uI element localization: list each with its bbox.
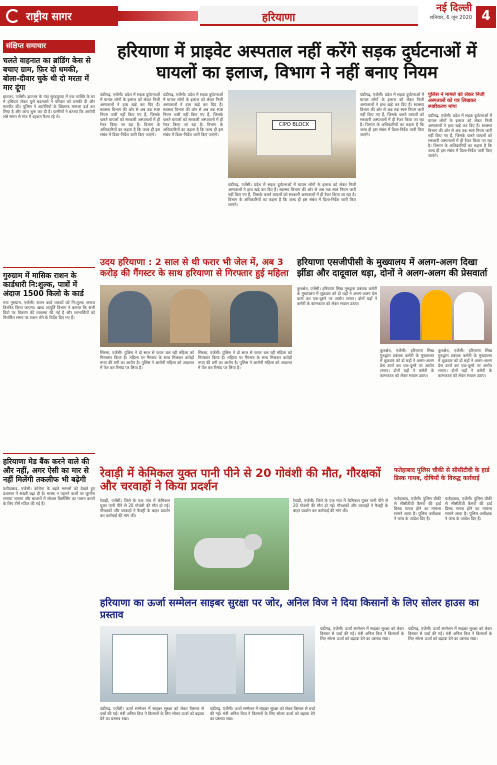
story6-text-col-2: चंडीगढ़, एजेंसी। ऊर्जा सम्मेलन में साइबर सुरक्षा को लेकर विस्तार से चर्चा की गई। मंत्री अनिल विज ने किसानों के लिए सोलर ऊर्जा को बढ़ावा देने का प्रस्ताव रखा। [408, 626, 492, 641]
brief-text-1: झज्जर, एजेंसी। झज्जर के गांव सुरहपुरवा में एक व्यक्ति के घर में हथियार लेकर घुसे बदमाशों ने परिवार को धमकी दी और मारपीट की। पुलिस ने आरोपियों के खिलाफ मामला दर्ज कर लिया है और जांच शुरू कर दी है। ग्रामीणों ने बताया कि आरोपी लंबे समय से गांव में दहशत फैला रहे थे। [3, 94, 95, 119]
energy-meet-photo [100, 626, 315, 702]
lead-text-col-3: चंडीगढ़, एजेंसी। प्रदेश में सड़क दुर्घटनाओं में घायल लोगों के इलाज को लेकर निजी अस्पतालों ने हाथ खड़े कर दिए हैं। स्वास्थ्य विभाग की ओर से अब तक स्पष्ट नियम जारी नहीं किए गए हैं, जिसके चलते घायलों को सरकारी अस्पतालों में ही रेफर किया जा रहा है। विभाग के अधिकारियों का कहना है कि जल्द ही इस संबंध में दिशा-निर्देश जारी किए जाएंगे। [228, 182, 356, 207]
story4-text-col-1: रेवाड़ी, एजेंसी। जिले के एक गांव में केमिकल युक्त पानी पीने से 20 गोवंशी की मौत हो गई। गौरक्षकों और चरवाहों ने फैक्ट्री के बाहर प्रदर्शन कर कार्रवाई की मांग की। [100, 498, 170, 518]
story2-text-col-1: सिरसा, एजेंसी। पुलिस ने दो साल से फरार चल रही महिला को गिरफ्तार किया है। महिला पर गैंगस्टर के साथ मिलकर करोड़ों रुपए की ठगी का आरोप है। पुलिस ने आरोपी महिला को अदालत में पेश कर रिमांड पर लिया है। [100, 350, 194, 370]
story4-text-col-2: रेवाड़ी, एजेंसी। जिले के एक गांव में केमिकल युक्त पानी पीने से 20 गोवंशी की मौत हो गई। गौरक्षकों और चरवाहों ने फैक्ट्री के बाहर प्रदर्शन कर कार्रवाई की मांग की। [293, 498, 388, 513]
divider [3, 453, 95, 454]
lead-headline: हरियाणा में प्राइवेट अस्पताल नहीं करेंगे सड़क दुर्घटनाओं में घायलों का इलाज, विभाग ने नहीं बनाए नियम [117, 42, 477, 83]
lead-subhead: पुलिस ने मामले को लेकर निजी अस्पतालों को पत्र लिखकर स्पष्टीकरण मांगा [428, 92, 485, 110]
section-title: हरियाणा [200, 6, 418, 26]
brand-banner [0, 6, 118, 26]
brief-headline-2: गुरुग्राम में मासिक राशन के कार्डधारी नि:शुल्क, पात्रों में अंदाज 1500 किलो के कार्ड [3, 271, 84, 298]
left-column [3, 40, 95, 762]
story2-headline: उदय हरियाणा : 2 साल से थी फरार भी जेल में, अब 3 करोड़ की गैंगस्टर के साथ हरियाणा से गिरफ्तार हुई महिला [100, 258, 289, 279]
story6-text-col-1: चंडीगढ़, एजेंसी। ऊर्जा सम्मेलन में साइबर सुरक्षा को लेकर विस्तार से चर्चा की गई। मंत्री अनिल विज ने किसानों के लिए सोलर ऊर्जा को बढ़ावा देने का प्रस्ताव रखा। [320, 626, 404, 641]
story3-text-col-3: कुरुक्षेत्र, एजेंसी। हरियाणा सिख गुरुद्वारा प्रबंधक कमेटी के मुख्यालय में शुक्रवार को दो धड़ों ने अलग-अलग प्रेस वार्ता कर एक-दूसरे पर आरोप लगाए। दोनों धड़ों ने कमेटी के कामकाज को लेकर सवाल उठाए। [438, 348, 492, 378]
header-stripe [118, 11, 198, 21]
lead-text-col-5: चंडीगढ़, एजेंसी। प्रदेश में सड़क दुर्घटनाओं में घायल लोगों के इलाज को लेकर निजी अस्पतालों ने हाथ खड़े कर दिए हैं। स्वास्थ्य विभाग की ओर से अब तक स्पष्ट नियम जारी नहीं किए गए हैं, जिसके चलते घायलों को सरकारी अस्पतालों में ही रेफर किया जा रहा है। विभाग के अधिकारियों का कहना है कि जल्द ही इस संबंध में दिशा-निर्देश जारी किए जाएंगे। [428, 113, 492, 158]
hospital-photo [228, 90, 356, 178]
brief-news-bar: संक्षिप्त समाचार [3, 40, 95, 53]
lead-text-col-4: चंडीगढ़, एजेंसी। प्रदेश में सड़क दुर्घटनाओं में घायल लोगों के इलाज को लेकर निजी अस्पतालों ने हाथ खड़े कर दिए हैं। स्वास्थ्य विभाग की ओर से अब तक स्पष्ट नियम जारी नहीं किए गए हैं, जिसके चलते घायलों को सरकारी अस्पतालों में ही रेफर किया जा रहा है। विभाग के अधिकारियों का कहना है कि जल्द ही इस संबंध में दिशा-निर्देश जारी किए जाएंगे। [360, 92, 424, 137]
story5-headline: फतेहाबाद पुलिस चौकी से सीसीटीवी के हार्ड डिस्क गायब, दोषियों के विरुद्ध कार्रवाई [394, 467, 490, 482]
edition-city: नई दिल्ली [436, 3, 472, 14]
lead-subhead-col [428, 92, 492, 252]
story6-text-col-4: चंडीगढ़, एजेंसी। ऊर्जा सम्मेलन में साइबर सुरक्षा को लेकर विस्तार से चर्चा की गई। मंत्री अनिल विज ने किसानों के लिए सोलर ऊर्जा को बढ़ावा देने का प्रस्ताव रखा। [210, 706, 315, 721]
page-number: 4 [476, 6, 496, 28]
story3-headline: हरियाणा एसजीपीसी के मुख्यालय में अलग-अलग दिखा झींडा और दादूवाल धड़ा, दोनों ने अलग-अलग की प्रेसवार्ता [297, 258, 488, 279]
lead-text-col-2: चंडीगढ़, एजेंसी। प्रदेश में सड़क दुर्घटनाओं में घायल लोगों के इलाज को लेकर निजी अस्पतालों ने हाथ खड़े कर दिए हैं। स्वास्थ्य विभाग की ओर से अब तक स्पष्ट नियम जारी नहीं किए गए हैं, जिसके चलते घायलों को सरकारी अस्पतालों में ही रेफर किया जा रहा है। विभाग के अधिकारियों का कहना है कि जल्द ही इस संबंध में दिशा-निर्देश जारी किए जाएंगे। [163, 92, 223, 137]
edition-date: शनिवार, 6 जून 2020 [429, 15, 472, 21]
story3-text-col-2: कुरुक्षेत्र, एजेंसी। हरियाणा सिख गुरुद्वारा प्रबंधक कमेटी के मुख्यालय में शुक्रवार को दो धड़ों ने अलग-अलग प्रेस वार्ता कर एक-दूसरे पर आरोप लगाए। दोनों धड़ों ने कमेटी के कामकाज को लेकर सवाल उठाए। [380, 348, 434, 378]
arrest-photo [100, 285, 292, 347]
story5-text-col-2: फतेहाबाद, एजेंसी। पुलिस चौकी से सीसीटीवी कैमरों की हार्ड डिस्क गायब होने का मामला सामने आया है। पुलिस अधीक्षक ने जांच के आदेश दिए हैं। [445, 496, 492, 521]
brief-text-2: नया गुरुग्राम, एजेंसी। राशन कार्ड धारकों को नि:शुल्क अनाज वितरित किया जाएगा। खाद्य आपूर्ति विभाग ने बताया कि सभी डिपो पर वितरण की व्यवस्था की गई है और लाभार्थियों को निर्धारित समय पर राशन लेने के निर्देश दिए गए हैं। [3, 300, 95, 320]
brand-logo-icon [6, 9, 20, 23]
story2-text-col-2: सिरसा, एजेंसी। पुलिस ने दो साल से फरार चल रही महिला को गिरफ्तार किया है। महिला पर गैंगस्टर के साथ मिलकर करोड़ों रुपए की ठगी का आरोप है। पुलिस ने आरोपी महिला को अदालत में पेश कर रिमांड पर लिया है। [198, 350, 292, 370]
story3-text-col-1: कुरुक्षेत्र, एजेंसी। हरियाणा सिख गुरुद्वारा प्रबंधक कमेटी के मुख्यालय में शुक्रवार को दो धड़ों ने अलग-अलग प्रेस वार्ता कर एक-दूसरे पर आरोप लगाए। दोनों धड़ों ने कमेटी के कामकाज को लेकर सवाल उठाए। [297, 286, 377, 306]
page-header [0, 0, 497, 33]
sgpc-photo [380, 286, 492, 344]
lead-text-col-1: चंडीगढ़, एजेंसी। प्रदेश में सड़क दुर्घटनाओं में घायल लोगों के इलाज को लेकर निजी अस्पतालों ने हाथ खड़े कर दिए हैं। स्वास्थ्य विभाग की ओर से अब तक स्पष्ट नियम जारी नहीं किए गए हैं, जिसके चलते घायलों को सरकारी अस्पतालों में ही रेफर किया जा रहा है। विभाग के अधिकारियों का कहना है कि जल्द ही इस संबंध में दिशा-निर्देश जारी किए जाएंगे। [100, 92, 160, 137]
brief-text-3: फरीदाबाद, एजेंसी। कोरोना के बढ़ते मामलों को देखते हुए प्रशासन ने सख्ती बढ़ा दी है। मास्क न पहनने वालों पर जुर्माना लगाया जाएगा और बाजारों में सोशल डिस्टेंसिंग का पालन कराने के लिए टीमें गठित की गई हैं। [3, 486, 95, 506]
story4-headline: रेवाड़ी में केमिकल युक्त पानी पीने से 20 गोवंशी की मौत, गौरक्षकों और चरवाहों ने किया प्रदर्शन [100, 466, 381, 493]
brief-headline-1: चलते वाहनात का ब्रांडिंग केस से बचाए ग्राम, फ़िर दो धमकी, बोला-दीवार चुके थी दो मरता में मार दूंगा [3, 56, 91, 92]
story6-text-col-3: चंडीगढ़, एजेंसी। ऊर्जा सम्मेलन में साइबर सुरक्षा को लेकर विस्तार से चर्चा की गई। मंत्री अनिल विज ने किसानों के लिए सोलर ऊर्जा को बढ़ावा देने का प्रस्ताव रखा। [100, 706, 204, 721]
divider [3, 267, 95, 268]
brand-title: राष्ट्रीय सागर [26, 11, 72, 23]
cattle-photo [174, 498, 289, 590]
sign-label: CIPO BLOCK [272, 120, 316, 130]
brief-headline-3: हरियाणा मेड बैंक करने वाले की और नहीं, अगर ऐसी का मार से नहीं मिलेंगी तकलीफ भी बढ़ेगी [3, 457, 90, 484]
story5-text-col-1: फतेहाबाद, एजेंसी। पुलिस चौकी से सीसीटीवी कैमरों की हार्ड डिस्क गायब होने का मामला सामने आया है। पुलिस अधीक्षक ने जांच के आदेश दिए हैं। [394, 496, 441, 521]
story6-headline: हरियाणा का ऊर्जा सम्मेलन साइबर सुरक्षा पर जोर, अनिल विज ने दिया किसानों के लिए सोलर हाउस का प्रस्ताव [100, 598, 479, 621]
